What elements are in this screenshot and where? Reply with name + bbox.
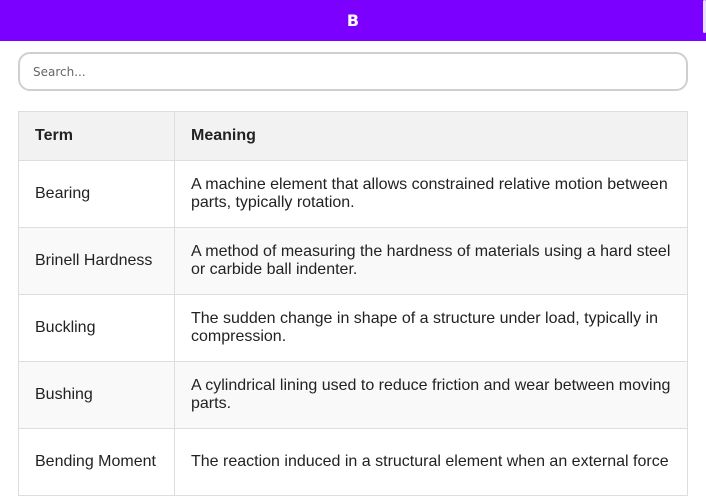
page-header xyxy=(0,0,706,41)
column-header-term: Term xyxy=(19,112,175,161)
term-cell: Brinell Hardness xyxy=(19,228,175,295)
search-input[interactable] xyxy=(18,52,688,91)
meaning-cell: A cylindrical lining used to reduce friction and wear between moving parts. xyxy=(175,362,688,429)
term-cell: Bending Moment xyxy=(19,429,175,496)
glossary-table xyxy=(18,111,688,496)
term-cell: Buckling xyxy=(19,295,175,362)
term-cell: Bushing xyxy=(19,362,175,429)
meaning-cell: The sudden change in shape of a structure under load, typically in compression. xyxy=(175,295,688,362)
table-row xyxy=(19,429,688,496)
meaning-cell: A machine element that allows constrained relative motion between parts, typically rotation. xyxy=(175,161,688,228)
meaning-cell: A method of measuring the hardness of materials using a hard steel or carbide ball indenter. xyxy=(175,228,688,295)
table-row xyxy=(19,362,688,429)
table-row xyxy=(19,295,688,362)
column-header-meaning: Meaning xyxy=(175,112,688,161)
page-title: B xyxy=(346,11,360,30)
table-header-row xyxy=(19,112,688,161)
table-row xyxy=(19,161,688,228)
term-cell: Bearing xyxy=(19,161,175,228)
table-row xyxy=(19,228,688,295)
meaning-cell: The reaction induced in a structural element when an external force xyxy=(175,429,688,496)
